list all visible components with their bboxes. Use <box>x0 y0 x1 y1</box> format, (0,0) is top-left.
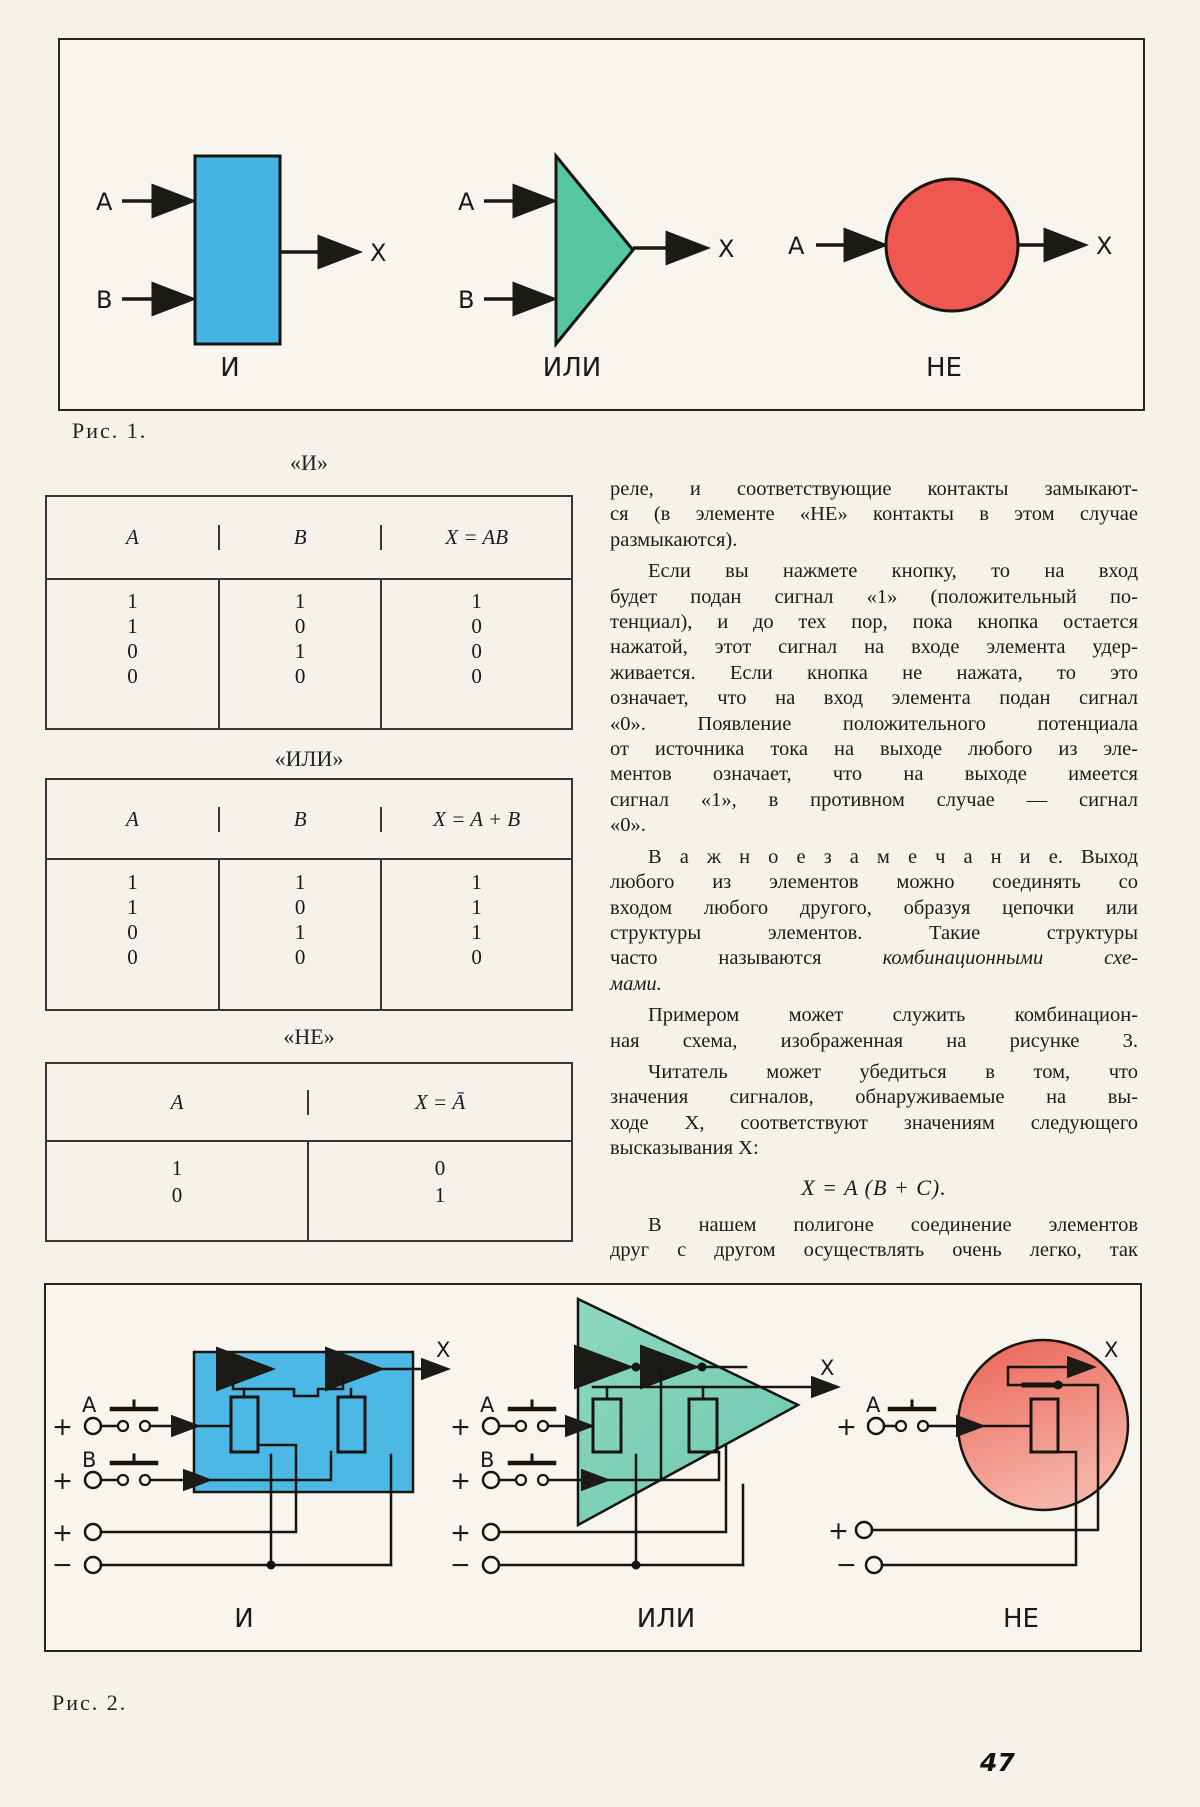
or-gate-shape <box>556 156 633 344</box>
table-cell: 0 <box>471 664 482 688</box>
or-circuit-label: ИЛИ <box>636 1604 696 1634</box>
text-line: мами. <box>610 972 662 995</box>
table-cell: 0 <box>294 945 306 969</box>
text-line: любого из элементов можно соединять со <box>610 871 1138 894</box>
table-cell: 0 <box>294 614 306 638</box>
text-line: ся (в элементе «НЕ» контакты в этом случае <box>610 503 1138 526</box>
paragraph <box>610 845 1138 997</box>
table-cell: 1 <box>471 920 482 944</box>
output-x-label: X <box>1104 1338 1119 1362</box>
not-circuit-label: НЕ <box>1003 1604 1039 1634</box>
input-a-label: A <box>788 232 805 260</box>
and-gate-shape <box>194 1352 413 1492</box>
button-contact <box>538 1475 548 1485</box>
plus-sign: + <box>52 1518 73 1547</box>
truth-table-and <box>45 495 573 730</box>
text-line: реле, и соответствующие контакты замыкают- <box>610 478 1138 500</box>
table-cell: 1 <box>294 589 306 613</box>
table-or-title: «ИЛИ» <box>274 746 344 771</box>
table-body <box>47 860 571 1009</box>
table-cell: 0 <box>127 639 138 663</box>
table-header-cell: X = Ā <box>414 1089 466 1114</box>
output-x-label: X <box>1096 232 1113 260</box>
text-line: от источника тока на выходе любого из эле- <box>610 738 1138 761</box>
button-contact <box>118 1475 128 1485</box>
text-line: Примером может служить комбинацион- <box>648 1004 1138 1027</box>
button-contact <box>516 1421 526 1431</box>
table-header-row <box>47 497 571 580</box>
text-line: «0». <box>610 814 646 837</box>
table-cell: 1 <box>434 1183 446 1207</box>
input-a-label: A <box>82 1393 97 1417</box>
minus-sign: − <box>52 1550 73 1579</box>
table-cell: 1 <box>127 870 138 894</box>
table-header-cell: A <box>47 1090 309 1115</box>
and-circuit-label: И <box>234 1604 254 1634</box>
and-gate-shape <box>195 156 280 344</box>
table-cell: 0 <box>471 945 482 969</box>
minus-sign: − <box>836 1550 857 1579</box>
table-header-cell: A <box>47 807 220 832</box>
terminal-circle <box>856 1522 872 1538</box>
plus-sign: + <box>52 1412 73 1441</box>
page-number: 47 <box>980 1748 1015 1777</box>
table-cell: 1 <box>127 614 138 638</box>
table-cell: 0 <box>471 614 482 638</box>
text-run-italic: комбинационными схе- <box>882 947 1138 970</box>
plus-sign: + <box>828 1516 849 1545</box>
text-line: структуры элементов. Такие структуры <box>610 921 1138 944</box>
plus-sign: + <box>450 1412 471 1441</box>
text-line <box>610 946 1138 971</box>
input-b-label: B <box>82 1448 97 1472</box>
junction-dot <box>632 1363 641 1372</box>
button-contact <box>918 1421 928 1431</box>
input-b-label: B <box>480 1448 495 1472</box>
input-a-label: A <box>480 1393 495 1417</box>
table-header-row <box>47 780 571 860</box>
figure2-caption: Рис. 2. <box>52 1690 128 1715</box>
text-line: будет подан сигнал «1» (положительный по- <box>610 585 1138 608</box>
junction-dot <box>698 1363 707 1372</box>
table-cell: 0 <box>127 920 138 944</box>
text-line: тенциал), и до тех пор, пока кнопка остается <box>610 611 1138 634</box>
text-line: ментов означает, что на выходе имеется <box>610 763 1138 786</box>
table-column <box>47 860 220 1009</box>
figure2-relay-circuits <box>44 1283 1142 1652</box>
plus-sign: + <box>52 1466 73 1495</box>
table-column <box>382 860 571 1009</box>
text-line: Читатель может убедиться в том, что <box>648 1060 1138 1083</box>
table-column <box>309 1142 571 1240</box>
table-cell: 1 <box>171 1156 183 1180</box>
button-contact <box>538 1421 548 1431</box>
input-a-label: A <box>458 188 475 216</box>
truth-table-or <box>45 778 573 1011</box>
input-b-label: B <box>458 286 475 314</box>
text-line: В нашем полигоне соединение элементов <box>648 1213 1138 1236</box>
terminal-circle <box>85 1418 101 1434</box>
table-body <box>47 1142 571 1240</box>
table-header-cell: B <box>220 807 382 832</box>
plus-sign: + <box>450 1466 471 1495</box>
table-header-cell: A <box>47 525 220 550</box>
output-x-label: X <box>436 1338 451 1362</box>
paragraph <box>610 559 1138 838</box>
text-line: означает, что на вход элемента подан сигнал <box>610 687 1138 710</box>
button-contact <box>896 1421 906 1431</box>
text-line: входом любого другого, образуя цепочки или <box>610 896 1138 919</box>
text-line: друг с другом осуществлять очень легко, так <box>610 1238 1138 1261</box>
text-line: ная схема, изображенная на рисунке 3. <box>610 1029 1138 1052</box>
plus-sign: + <box>836 1412 857 1441</box>
table-cell: 1 <box>294 870 306 894</box>
output-x-label: X <box>370 239 387 267</box>
table-cell: 0 <box>127 664 138 688</box>
text-line: Если вы нажмете кнопку, то на вход <box>648 560 1138 583</box>
text-line: размыкаются). <box>610 528 738 551</box>
button-contact <box>118 1421 128 1431</box>
table-cell: 1 <box>471 870 482 894</box>
terminal-circle <box>85 1524 101 1540</box>
input-a-label: A <box>96 188 113 216</box>
output-x-label: X <box>820 1356 835 1380</box>
figure1-logic-symbols <box>58 38 1145 411</box>
table-cell: 1 <box>127 895 138 919</box>
not-gate-shape <box>886 179 1018 311</box>
table-cell: 0 <box>127 945 138 969</box>
terminal-circle <box>85 1472 101 1488</box>
button-contact <box>516 1475 526 1485</box>
not-relay-circuit <box>828 1338 1128 1634</box>
table-header-cell: X = AB <box>445 525 509 549</box>
table-cell: 0 <box>294 664 306 688</box>
table-column <box>382 580 571 728</box>
button-contact <box>140 1421 150 1431</box>
text-line: значения сигналов, обнаруживаемые на вы- <box>610 1086 1138 1109</box>
table-not-title: «НЕ» <box>283 1024 335 1049</box>
text-line: ходе X, соответствуют значениям следующего <box>610 1111 1138 1134</box>
table-header-cell: B <box>220 525 382 550</box>
table-cell: 0 <box>171 1183 183 1207</box>
button-contact <box>140 1475 150 1485</box>
table-column <box>220 580 382 728</box>
figure1-caption: Рис. 1. <box>72 418 148 443</box>
terminal-circle <box>868 1418 884 1434</box>
table-cell: 1 <box>471 895 482 919</box>
table-cell: 1 <box>294 639 306 663</box>
table-column <box>47 1142 309 1240</box>
figure2-drawing <box>46 1285 1140 1650</box>
text-line: высказывания X: <box>610 1137 759 1160</box>
or-gate-label: ИЛИ <box>542 353 602 383</box>
table-cell: 1 <box>294 920 306 944</box>
table-header-row <box>47 1064 571 1142</box>
or-relay-circuit <box>450 1299 836 1634</box>
plus-sign: + <box>450 1518 471 1547</box>
figure1-drawing <box>60 40 1143 409</box>
not-gate-symbol <box>788 179 1112 383</box>
text-line: сигнал «1», в противном случае — сигнал <box>610 788 1138 811</box>
terminal-circle <box>85 1557 101 1573</box>
truth-table-not <box>45 1062 573 1242</box>
not-gate-label: НЕ <box>926 353 962 383</box>
terminal-circle <box>483 1472 499 1488</box>
paragraph <box>610 1003 1138 1054</box>
text-line: живается. Если кнопка не нажата, то это <box>610 661 1138 684</box>
and-gate-symbol <box>96 156 386 383</box>
paragraph <box>610 1060 1138 1162</box>
table-column <box>47 580 220 728</box>
and-gate-label: И <box>220 353 240 383</box>
input-a-label: A <box>866 1393 881 1417</box>
text-run: часто называются <box>610 947 883 970</box>
text-line: нажатой, этот сигнал на входе элемента удер- <box>610 636 1138 659</box>
table-header-cell: X = A + B <box>433 806 521 831</box>
terminal-circle <box>483 1418 499 1434</box>
logic-formula: X = A (B + C). <box>801 1174 947 1200</box>
table-cell: 1 <box>471 589 482 613</box>
terminal-circle <box>483 1557 499 1573</box>
paragraph <box>610 477 1138 553</box>
table-cell: 0 <box>471 639 482 663</box>
and-relay-circuit <box>52 1338 450 1634</box>
table-and-title: «И» <box>290 450 328 475</box>
table-cell: 1 <box>127 589 138 613</box>
terminal-circle <box>866 1557 882 1573</box>
text-line: В а ж н о е з а м е ч а н и е. Выход <box>648 845 1138 868</box>
terminal-circle <box>483 1524 499 1540</box>
article-column <box>610 477 1138 1263</box>
text-line: «0». Появление положительного потенциала <box>610 712 1138 735</box>
table-cell: 0 <box>294 895 306 919</box>
output-x-label: X <box>718 235 735 263</box>
table-column <box>220 860 382 1009</box>
paragraph <box>610 1213 1138 1264</box>
table-cell: 0 <box>434 1156 446 1180</box>
or-gate-symbol <box>458 156 734 383</box>
minus-sign: − <box>450 1550 471 1579</box>
table-body <box>47 580 571 728</box>
input-b-label: B <box>96 286 113 314</box>
